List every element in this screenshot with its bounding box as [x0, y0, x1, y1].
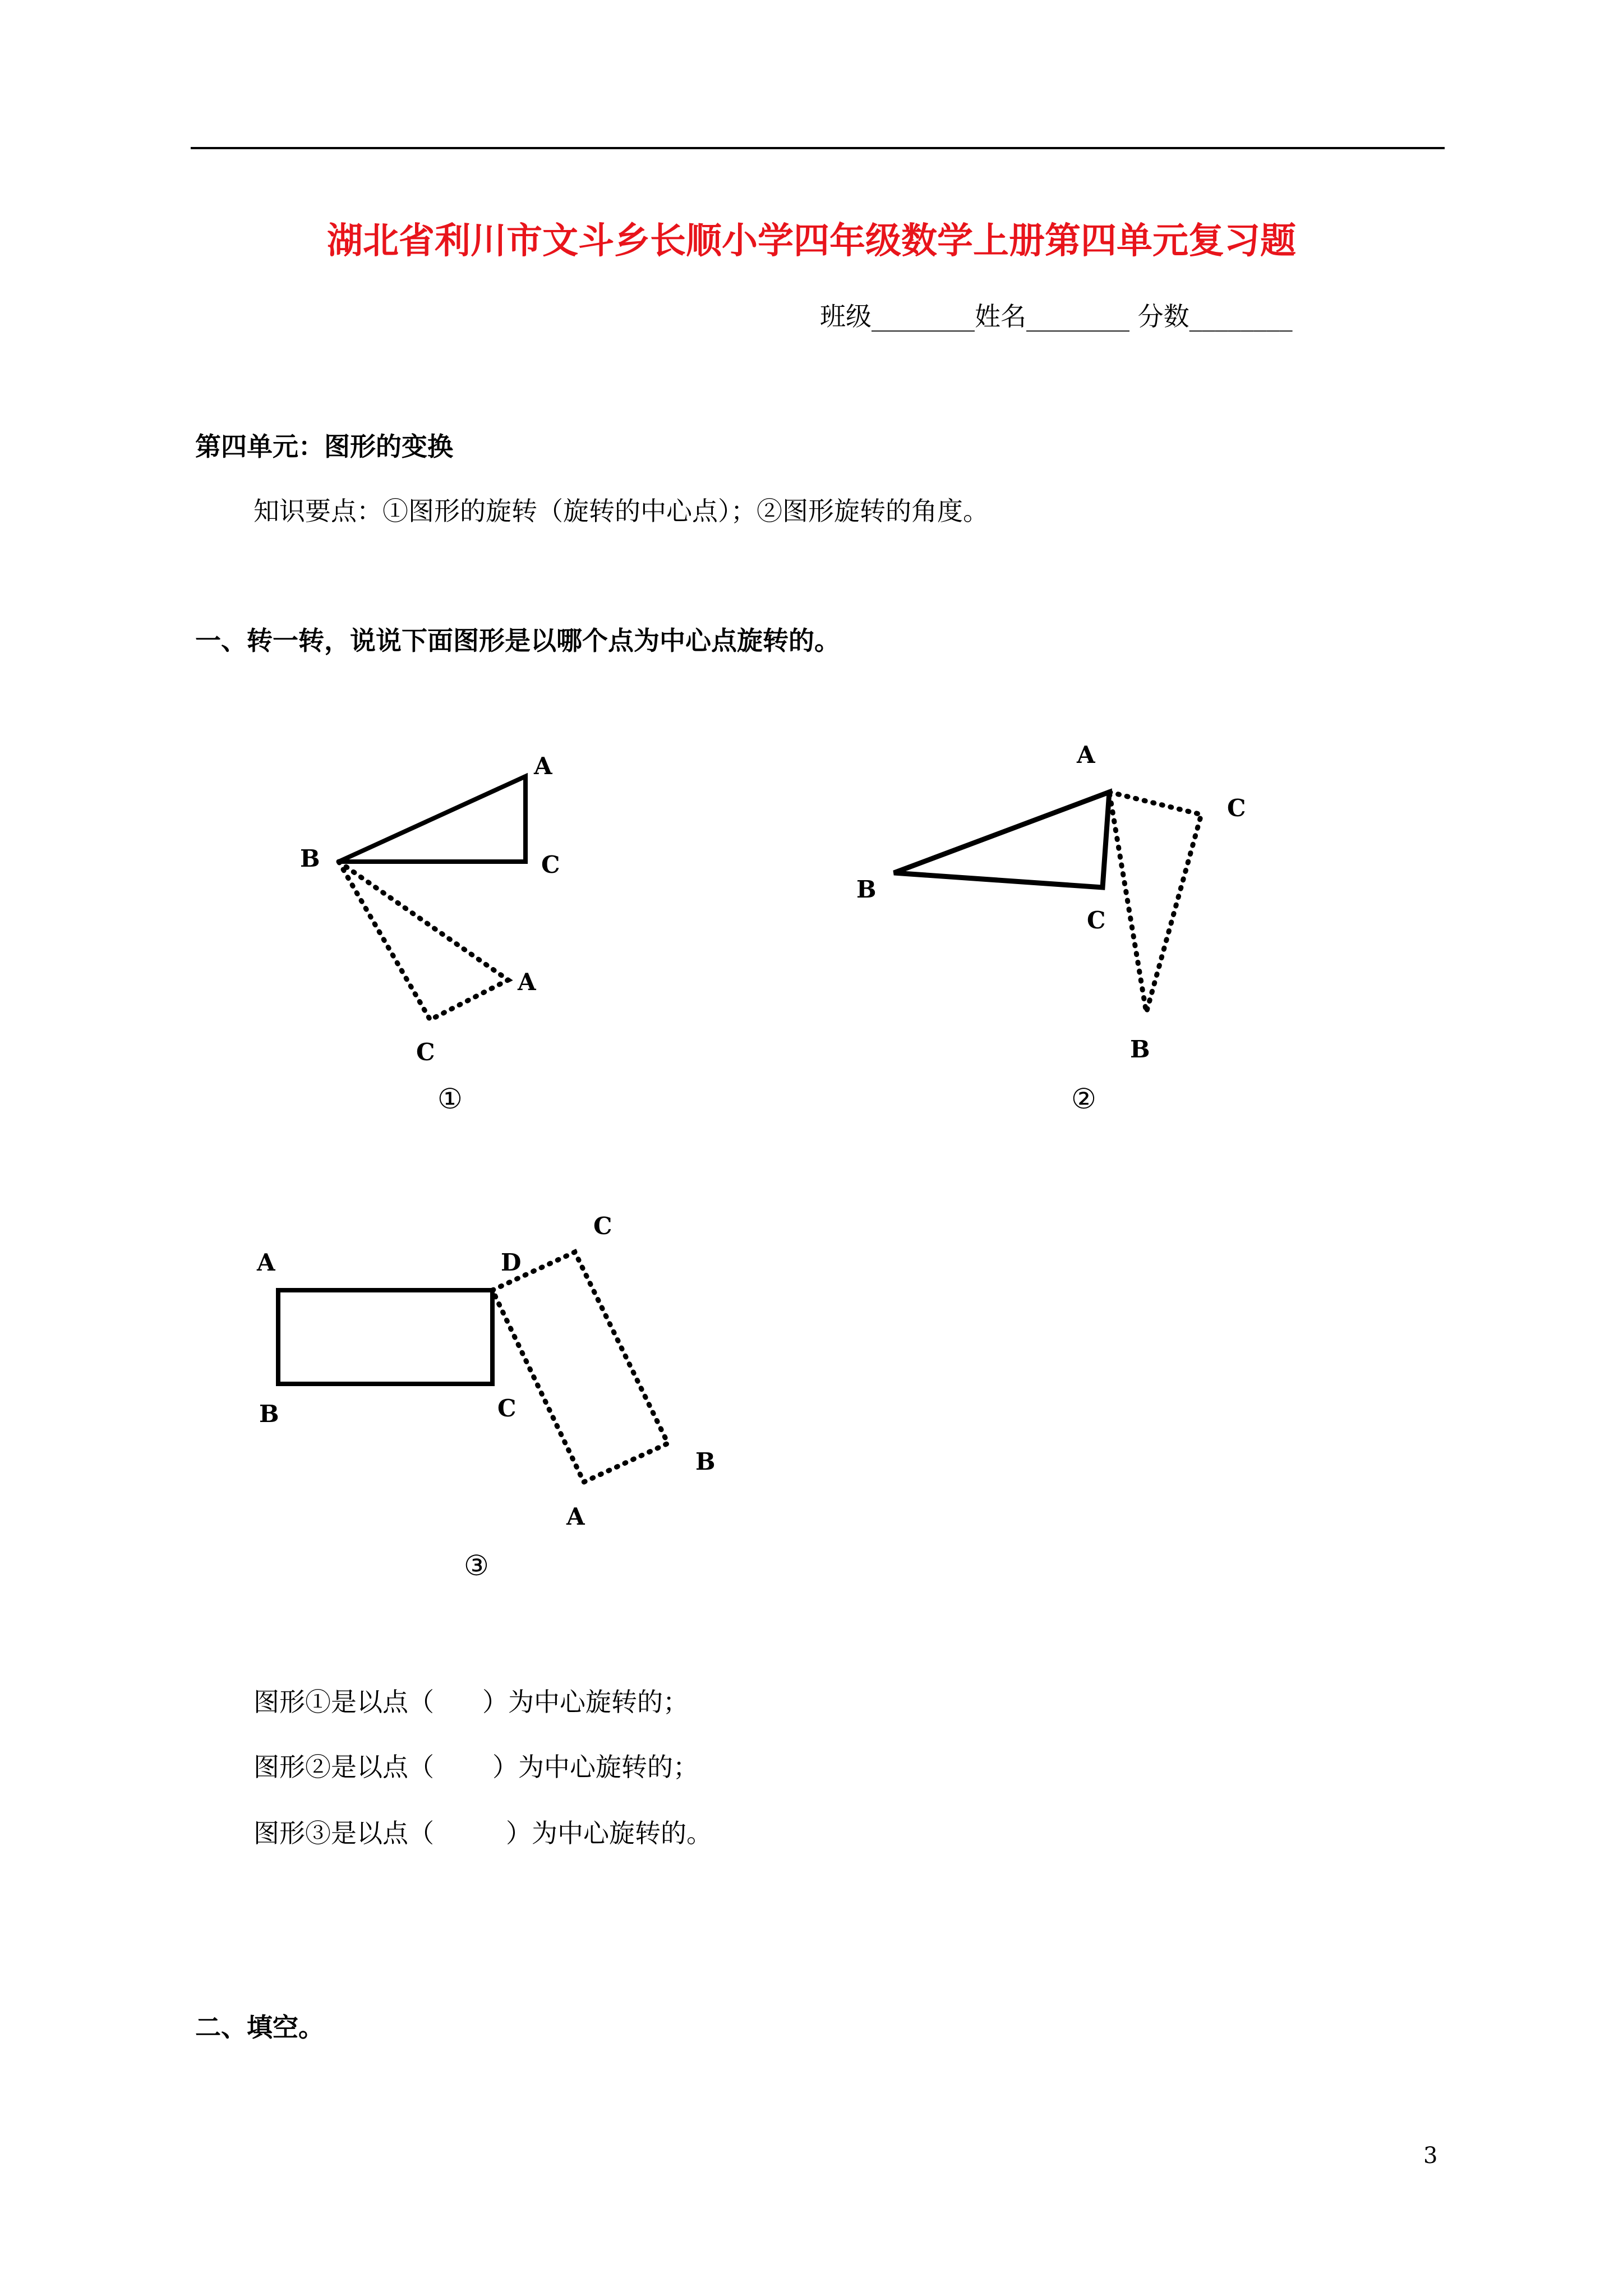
- student-info-line: 班级________姓名________ 分数________: [820, 301, 1293, 332]
- figure-1: [280, 740, 594, 1077]
- unit-heading: 第四单元：图形的变换: [195, 431, 453, 462]
- page-title: 湖北省利川市文斗乡长顺小学四年级数学上册第四单元复习题: [327, 220, 1296, 262]
- fig3-label-C-rotated: C: [593, 1212, 612, 1240]
- fig3-original-rectangle: [278, 1290, 492, 1384]
- section1-heading: 一、转一转，说说下面图形是以哪个点为中心点旋转的。: [195, 625, 840, 656]
- fig3-rotated-rectangle: [492, 1252, 668, 1482]
- fig2-original-triangle: [894, 792, 1109, 887]
- fig2-label-B-rotated: B: [1130, 1036, 1150, 1063]
- question-2-suffix: ）为中心旋转的；: [492, 1752, 699, 1782]
- section2-heading: 二、填空。: [195, 2012, 324, 2042]
- fig1-original-triangle: [339, 776, 525, 862]
- figure-2-number: ②: [1071, 1083, 1096, 1115]
- fig1-label-C-rotated: C: [416, 1038, 435, 1066]
- fig3-label-A: A: [257, 1249, 275, 1276]
- fig1-label-C: C: [541, 851, 560, 878]
- question-3: [253, 1813, 712, 1850]
- fig2-label-C-rotated: C: [1227, 794, 1246, 822]
- fig2-rotated-triangle: [1109, 792, 1201, 1013]
- figure-3: [241, 1200, 746, 1548]
- question-3-suffix: ）为中心旋转的。: [506, 1818, 712, 1848]
- fig1-rotated-triangle: [339, 862, 508, 1020]
- fig2-label-C: C: [1087, 907, 1106, 934]
- figure-1-number: ①: [437, 1083, 463, 1115]
- figure-2: [841, 729, 1267, 1077]
- fig2-label-B: B: [856, 876, 877, 903]
- question-1: [253, 1682, 689, 1719]
- header-rule: [191, 147, 1445, 149]
- fig2-label-A: A: [1077, 741, 1095, 769]
- question-2: [253, 1747, 699, 1784]
- question-1-suffix: ）为中心旋转的；: [482, 1687, 689, 1717]
- key-points: 知识要点：①图形的旋转（旋转的中心点）；②图形旋转的角度。: [253, 496, 989, 526]
- fig3-label-C: C: [497, 1395, 517, 1422]
- fig1-label-A-rotated: A: [518, 968, 536, 996]
- figure-3-number: ③: [464, 1549, 489, 1582]
- fig1-label-A: A: [534, 752, 552, 780]
- question-3-prefix: 图形③是以点（: [253, 1818, 434, 1848]
- page-number: 3: [1423, 2143, 1438, 2169]
- fig3-label-B: B: [259, 1400, 279, 1428]
- question-2-prefix: 图形②是以点（: [253, 1752, 434, 1782]
- fig3-label-D: D: [501, 1249, 522, 1276]
- question-1-prefix: 图形①是以点（: [253, 1687, 434, 1717]
- fig3-label-B-rotated: B: [695, 1448, 716, 1475]
- fig3-label-A-rotated: A: [566, 1503, 585, 1530]
- fig1-label-B: B: [300, 845, 320, 872]
